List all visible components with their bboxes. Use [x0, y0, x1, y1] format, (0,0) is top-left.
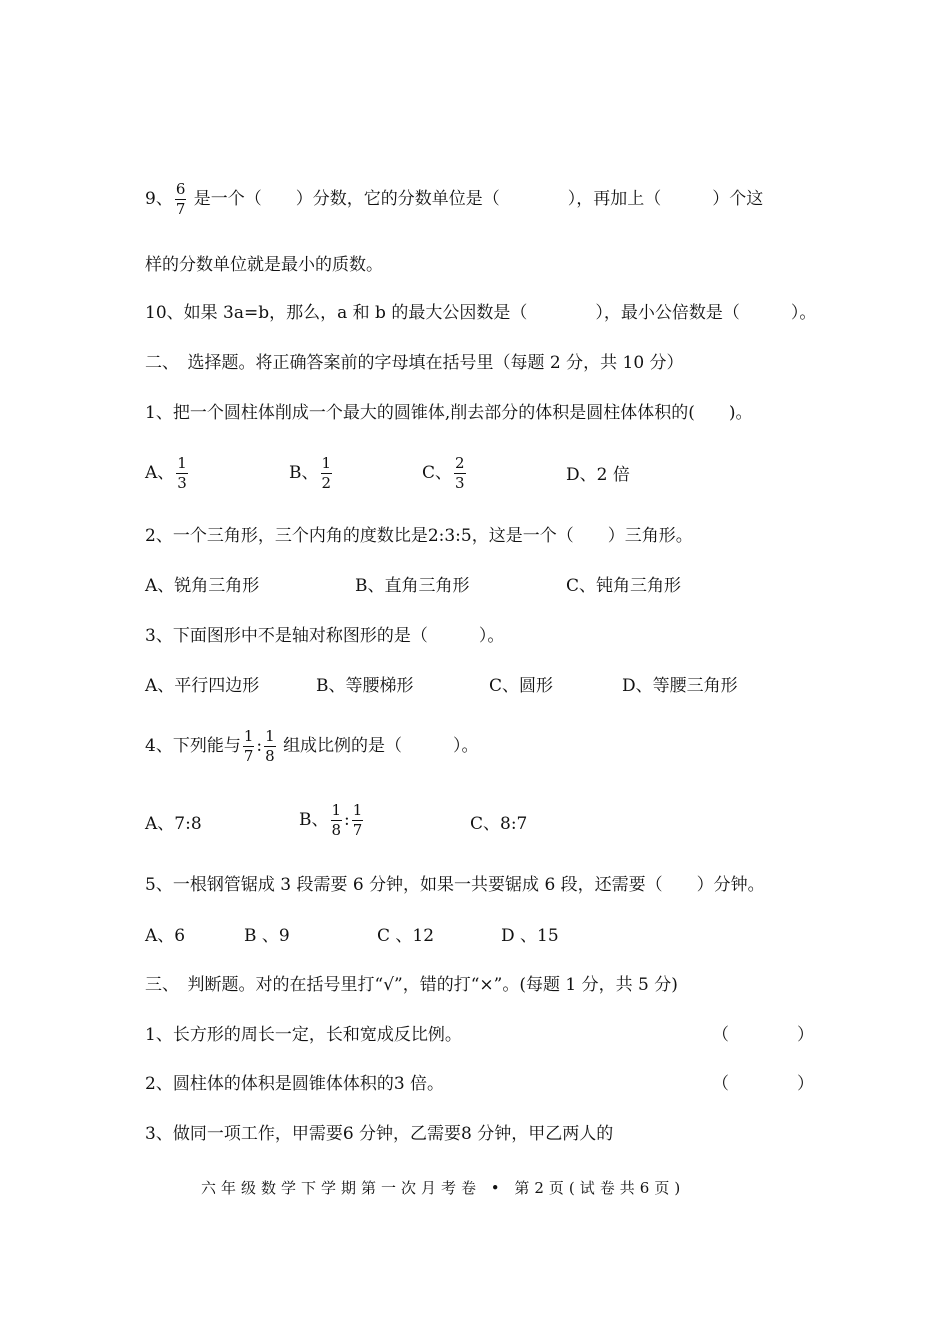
ratio-colon: : [344, 810, 350, 830]
option-label: B、 [299, 810, 329, 830]
choice-4-option-a: A、7:8 [145, 814, 202, 834]
page-footer: 六年级数学下学期第一次月考卷 • 第2页(试卷共6页) [201, 1179, 686, 1197]
judge-3-text: 3、做同一项工作，甲需要6 分钟，乙需要8 分钟，甲乙两人的 [145, 1124, 614, 1144]
choice-4-prefix: 4、下列能与 [145, 736, 241, 756]
fraction [331, 803, 343, 838]
choice-2-option-c: C、钝角三角形 [566, 576, 682, 596]
choice-5-option-d: D 、15 [501, 926, 559, 946]
choice-3-stem: 3、下面图形中不是轴对称图形的是（ ）。 [145, 626, 505, 646]
section-3-heading: 三、 判断题。对的在括号里打“√”，错的打“×”。(每题 1 分，共 5 分) [145, 975, 678, 995]
choice-5-option-c: C 、12 [377, 926, 435, 946]
fraction-numerator: 1 [321, 454, 332, 472]
fraction-numerator: 1 [331, 801, 342, 819]
fraction [264, 729, 276, 764]
choice-5-option-b: B 、9 [244, 926, 290, 946]
choice-4-option-b [299, 803, 365, 838]
fraction [176, 456, 188, 491]
fraction-numerator: 6 [175, 180, 186, 198]
choice-4-stem [145, 729, 479, 764]
option-label: A、 [145, 463, 175, 483]
choice-3-option-d: D、等腰三角形 [622, 676, 738, 696]
question-9-continuation: 样的分数单位就是最小的质数。 [145, 255, 383, 275]
choice-3-option-b: B、等腰梯形 [316, 676, 414, 696]
choice-1-option-b [289, 456, 334, 491]
fraction-numerator: 2 [455, 454, 465, 472]
question-9-text: 是一个（ ）分数，它的分数单位是（ ），再加上（ ）个这 [193, 189, 764, 209]
fraction-denominator: 7 [175, 200, 186, 218]
choice-1-option-c [422, 456, 468, 491]
fraction-6-7 [175, 182, 187, 217]
fraction-denominator: 8 [265, 747, 275, 765]
judge-1-answer-blank: （ ） [712, 1025, 814, 1045]
choice-2-stem: 2、一个三角形，三个内角的度数比是2:3:5，这是一个（ ）三角形。 [145, 526, 693, 546]
choice-3-option-c: C、圆形 [489, 676, 554, 696]
question-9-number: 9、 [145, 189, 173, 209]
choice-2-option-b: B、直角三角形 [355, 576, 470, 596]
fraction [243, 729, 255, 764]
fraction [454, 456, 466, 491]
choice-3-option-a: A、平行四边形 [145, 676, 260, 696]
choice-4-suffix: 组成比例的是（ ）。 [283, 736, 479, 756]
choice-1-option-d: D、2 倍 [566, 465, 630, 485]
section-2-heading: 二、 选择题。将正确答案前的字母填在括号里（每题 2 分，共 10 分） [145, 353, 684, 373]
choice-1-option-a [145, 456, 190, 491]
question-9 [145, 182, 763, 217]
choice-2-option-a: A、锐角三角形 [145, 576, 260, 596]
choice-5-stem: 5、一根钢管锯成 3 段需要 6 分钟，如果一共要锯成 6 段，还需要（ ）分钟。 [145, 875, 765, 895]
judge-1-text: 1、长方形的周长一定，长和宽成反比例。 [145, 1025, 462, 1045]
fraction-denominator: 8 [331, 821, 342, 839]
judge-2-answer-blank: （ ） [712, 1074, 814, 1094]
fraction-numerator: 1 [177, 454, 187, 472]
choice-5-option-a: A、6 [145, 926, 186, 946]
fraction-denominator: 7 [243, 747, 254, 765]
choice-1-stem: 1、把一个圆柱体削成一个最大的圆锥体,削去部分的体积是圆柱体体积的( )。 [145, 403, 753, 423]
fraction [352, 803, 364, 838]
fraction-denominator: 2 [321, 474, 332, 492]
choice-4-option-c: C、8:7 [470, 814, 528, 834]
fraction-numerator: 1 [352, 801, 363, 819]
fraction-numerator: 1 [265, 727, 275, 745]
fraction [321, 456, 333, 491]
option-label: C、 [422, 463, 453, 483]
option-label: B、 [289, 463, 319, 483]
fraction-denominator: 3 [455, 474, 465, 492]
fraction-denominator: 7 [352, 821, 363, 839]
ratio-colon: : [256, 736, 263, 756]
question-10: 10、如果 3a=b，那么，a 和 b 的最大公因数是（ ），最小公倍数是（ ）。 [145, 303, 817, 323]
fraction-numerator: 1 [243, 727, 254, 745]
judge-2-text: 2、圆柱体的体积是圆锥体体积的3 倍。 [145, 1074, 445, 1094]
fraction-denominator: 3 [177, 474, 187, 492]
